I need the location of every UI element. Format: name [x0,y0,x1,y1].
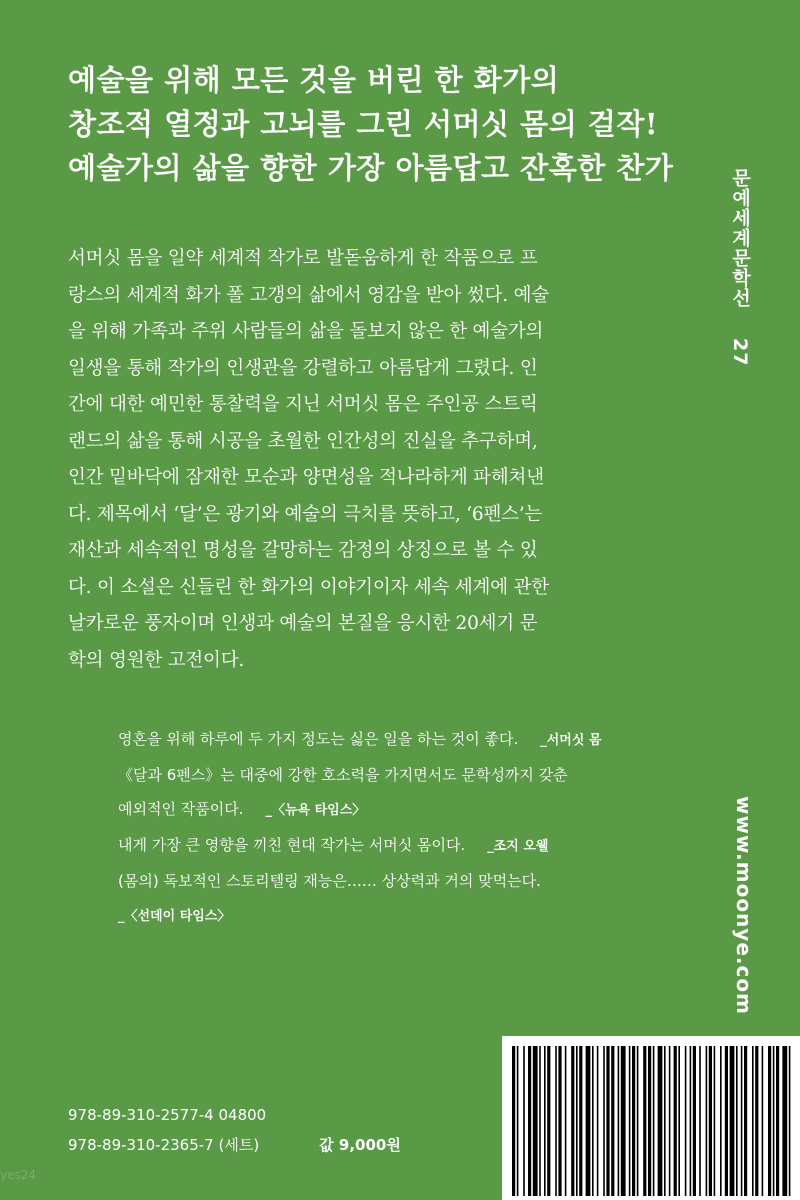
quote-text: (몸의) 독보적인 스토리텔링 재능은…… 상상력과 거의 맞먹는다. [118,872,541,890]
description-line: 을 위해 가족과 주위 사람들의 삶을 돌보지 않은 한 예술가의 [68,321,544,342]
barcode-bar [558,1046,561,1196]
description-line: 인간 밑바닥에 잠재한 모순과 양면성을 적나라하게 파헤쳐낸 [68,467,544,488]
barcode-bar [755,1046,758,1196]
headline-line: 예술가의 삶을 향한 가장 아름답고 잔혹한 찬가 [68,151,674,185]
description-line: 다. 이 소설은 신들린 한 화가의 이야기이자 세속 세계에 관한 [68,576,549,598]
barcode-bar [762,1046,764,1196]
barcode-bar [579,1046,582,1196]
barcode [502,1036,800,1200]
quotes [118,722,718,934]
description-line: 랜드의 삶을 통해 시공을 초월한 인간성의 진실을 추구하며, [68,430,538,452]
barcode-bar [773,1046,775,1196]
barcode-bar [782,1046,787,1196]
series-number: 27 [729,337,751,367]
quote-source: _〈선데이 타임스〉 [118,909,231,924]
barcode-bar [768,1046,771,1196]
quote-text: 내게 가장 큰 영향을 끼친 현대 작가는 서머싯 몸이다. [118,836,466,854]
barcode-image [502,1036,800,1200]
barcode-bar [678,1046,680,1196]
description-line: 일생을 통해 작가의 인생관을 강렬하고 아름답게 그렸다. 인 [68,357,538,379]
barcode-bar [674,1046,677,1196]
barcode-bar [669,1046,671,1196]
barcode-bar [586,1046,591,1196]
barcode-bar [517,1046,519,1196]
isbn-line [68,1130,401,1160]
barcode-bar [576,1046,578,1196]
description-line: 서머싯 몸을 일약 세계적 작가로 발돋움하게 한 작품으로 프 [68,248,538,269]
isbn-block [68,1100,401,1160]
barcode-bar [637,1046,639,1196]
barcode-bar [658,1046,663,1196]
description-line: 학의 영원한 고전이다. [68,649,245,671]
headline-line: 창조적 열정과 고뇌를 그린 서머싯 몸의 걸작! [68,107,659,141]
barcode-bar [632,1046,635,1196]
barcode-bar [565,1046,567,1196]
barcode-bar [603,1046,605,1196]
quote-line [118,864,718,898]
barcode-bar [699,1046,701,1196]
quote-text: 《달과 6펜스》는 대중에 강한 호소력을 가지면서도 문학성까지 갖춘 [118,766,568,784]
barcode-bar [685,1046,687,1196]
barcode-bar [648,1046,651,1196]
barcode-bar [547,1046,550,1196]
quote-text: 예외적인 작품이다. [118,800,244,818]
barcode-bar [706,1046,708,1196]
barcode-bar [776,1046,779,1196]
quote-line [118,828,718,864]
barcode-bar [555,1046,557,1196]
quote-text: 영혼을 위해 하루에 두 가지 정도는 싫은 일을 하는 것이 좋다. [118,730,519,748]
barcode-bar [653,1046,655,1196]
barcode-bar [720,1046,722,1196]
barcode-bar [597,1046,599,1196]
quote-line [118,758,718,792]
barcode-bar [730,1046,735,1196]
barcode-bar [512,1046,515,1196]
barcode-bar [539,1046,541,1196]
barcode-bar [523,1046,525,1196]
barcode-bar [643,1046,646,1196]
series-label [718,168,754,368]
price: 값 9,000원 [319,1136,401,1154]
description-line: 날카로운 풍자이며 인생과 예술의 본질을 응시한 20세기 문 [68,613,538,634]
series-name: 문예세계문학선 [729,168,751,308]
description-line: 재산과 세속적인 명성을 갈망하는 감정의 상징으로 볼 수 있 [68,540,538,561]
barcode-bar [744,1046,747,1196]
barcode-bar [714,1046,716,1196]
watermark-stamp: yes24 [0,1168,37,1182]
quote-line [118,792,718,828]
barcode-bar [592,1046,594,1196]
barcode-bar [741,1046,743,1196]
isbn-line: 978-89-310-2577-4 04800 [68,1106,267,1124]
quote-source: _〈뉴욕 타임스〉 [265,803,366,818]
isbn-set: 978-89-310-2365-7 (세트) [68,1136,260,1154]
barcode-bar [606,1046,609,1196]
barcode-bar [664,1046,666,1196]
barcode-bar [533,1046,538,1196]
barcode-bar [725,1046,728,1196]
headline-line: 예술을 위해 모든 것을 버린 한 화가의 [68,63,560,97]
quote-line [118,722,718,758]
description-line: 다. 제목에서 ‘달’은 광기와 예술의 극치를 뜻하고, ‘6펜스’는 [68,503,543,525]
quote-line [118,898,718,934]
barcode-bar [629,1046,631,1196]
barcode-bar [544,1046,546,1196]
barcode-bar [736,1046,738,1196]
description-line: 간에 대한 예민한 통찰력을 지닌 서머싯 몸은 주인공 스트릭 [68,394,538,415]
barcode-bar [752,1046,754,1196]
description [68,241,628,679]
barcode-bar [611,1046,614,1196]
barcode-bar [571,1046,574,1196]
description-line: 랑스의 세계적 화가 폴 고갱의 삶에서 영감을 받아 썼다. 예술 [68,284,549,306]
headline [68,58,688,190]
quote-source: _조지 오웰 [487,839,549,854]
barcode-bar [709,1046,712,1196]
barcode-bar [621,1046,626,1196]
barcode-bar [789,1046,791,1196]
website-url: www.moonye.com [732,796,756,1015]
barcode-bar [690,1046,692,1196]
quote-source: _서머싯 몸 [540,733,602,748]
barcode-bar [618,1046,620,1196]
barcode-bar [528,1046,531,1196]
barcode-bar [693,1046,696,1196]
